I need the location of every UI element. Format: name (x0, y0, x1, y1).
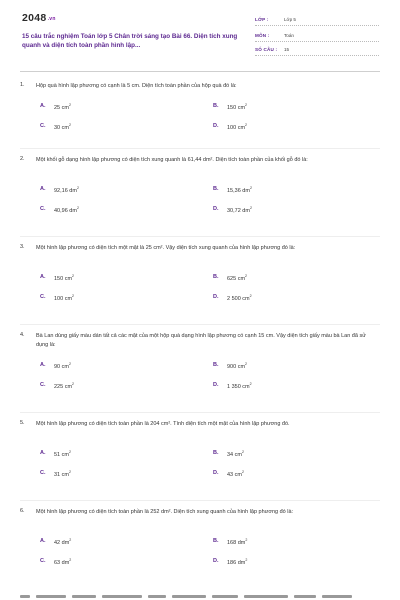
option-value (227, 186, 252, 194)
answer-option[interactable] (40, 274, 190, 283)
option-letter: C. (40, 206, 46, 212)
answer-option[interactable] (40, 450, 190, 459)
option-value (227, 274, 247, 282)
option-value (227, 558, 247, 566)
option-value-exponent: 2 (245, 274, 248, 278)
option-value-text: 168 dm (227, 540, 246, 546)
option-value-exponent: 2 (69, 538, 72, 542)
option-value-text: 25 cm (54, 105, 69, 111)
option-value-exponent: 2 (241, 470, 244, 474)
question-item (20, 420, 380, 490)
answer-option[interactable] (40, 558, 190, 567)
option-letter: C. (40, 558, 46, 564)
option-letter: A. (40, 103, 46, 109)
option-value (227, 103, 247, 111)
option-value-text: 900 cm (227, 364, 246, 370)
answer-option[interactable] (40, 362, 190, 371)
option-value (54, 274, 74, 282)
option-letter: B. (213, 186, 219, 192)
meta-class (255, 15, 379, 26)
option-letter: B. (213, 450, 219, 456)
option-value (54, 206, 79, 214)
option-value-exponent: 2 (241, 450, 244, 454)
option-value-text: 150 cm (227, 105, 246, 111)
option-value-exponent: 2 (68, 123, 71, 127)
answer-option[interactable] (40, 294, 190, 303)
question-stem: Bà Lan dùng giấy màu dán tất cả các mặt của một hộp quà dạng hình lập phương có cạnh 15 cm. Vậy diện tích giấy màu bà Lan đã sử dụng là: (36, 333, 366, 348)
answer-option[interactable] (213, 450, 363, 459)
option-value-exponent: 2 (249, 186, 252, 190)
answer-option[interactable] (213, 206, 363, 215)
option-value-exponent: 2 (68, 470, 71, 474)
option-value (227, 382, 252, 390)
question-divider (20, 412, 380, 413)
option-value (54, 538, 71, 546)
option-letter: B. (213, 274, 219, 280)
question-item (20, 332, 380, 402)
option-value-text: 625 cm (227, 276, 246, 282)
question-item (20, 82, 380, 152)
option-letter: A. (40, 274, 46, 280)
answer-option[interactable] (40, 538, 190, 547)
answer-option[interactable] (213, 538, 363, 547)
worksheet-header (0, 0, 400, 66)
option-letter: A. (40, 186, 46, 192)
question-number: 4. (20, 332, 25, 338)
option-value-text: 90 cm (54, 364, 69, 370)
question-item (20, 508, 380, 578)
option-value-text: 15,36 dm (227, 188, 250, 194)
meta-subject-label: MÔN : (255, 33, 270, 38)
option-value-exponent: 2 (245, 103, 248, 107)
option-value (54, 103, 71, 111)
option-letter: D. (213, 558, 219, 564)
option-value-text: 150 cm (54, 276, 73, 282)
question-divider (20, 500, 380, 501)
brand-tld: .vn (47, 16, 56, 22)
answer-option[interactable] (40, 382, 190, 391)
question-stem: Một hình lập phương có diện tích toàn phần là 204 cm². Tính diện tích một mặt của hình lập phương đó. (36, 421, 290, 427)
option-letter: D. (213, 123, 219, 129)
answer-option[interactable] (213, 123, 363, 132)
answer-option[interactable] (213, 362, 363, 371)
option-value-text: 30,72 dm (227, 208, 250, 214)
option-letter: A. (40, 450, 46, 456)
option-letter: D. (213, 294, 219, 300)
answer-option[interactable] (213, 103, 363, 112)
option-value-text: 1 350 cm (227, 384, 250, 390)
worksheet-title: 15 câu trắc nghiệm Toán lớp 5 Chân trời sáng tạo Bài 66. Diện tích xung quanh và diện tích toàn phần hình lập... (22, 33, 238, 49)
answer-option[interactable] (40, 186, 190, 195)
option-value (227, 538, 247, 546)
question-item (20, 244, 380, 314)
meta-subject-value: Toán (284, 33, 294, 38)
option-value-text: 34 cm (227, 452, 242, 458)
question-divider (20, 148, 380, 149)
option-letter: C. (40, 470, 46, 476)
option-value (227, 470, 244, 478)
meta-class-label: LỚP : (255, 17, 269, 22)
question-number: 5. (20, 420, 25, 426)
option-value (227, 123, 247, 131)
option-letter: B. (213, 103, 219, 109)
option-value-text: 63 dm (54, 560, 70, 566)
answer-option[interactable] (40, 123, 190, 132)
option-value-exponent: 2 (72, 274, 75, 278)
option-value-exponent: 2 (72, 382, 75, 386)
answer-option[interactable] (213, 558, 363, 567)
question-stem: Một khối gỗ dạng hình lập phương có diện tích xung quanh là 61,44 dm². Diện tích toàn phần của khối gỗ đó là: (36, 157, 308, 163)
option-value (227, 450, 244, 458)
option-letter: A. (40, 362, 46, 368)
option-value (54, 123, 71, 131)
option-value-text: 51 cm (54, 452, 69, 458)
next-question-cutoff (20, 595, 380, 600)
option-value-exponent: 2 (245, 538, 248, 542)
header-divider (20, 71, 380, 72)
option-letter: D. (213, 206, 219, 212)
question-number: 6. (20, 508, 25, 514)
option-value (54, 294, 74, 302)
option-value-text: 186 dm (227, 560, 246, 566)
option-value-text: 100 cm (54, 296, 73, 302)
question-number: 2. (20, 156, 25, 162)
meta-count-value: 15 (284, 47, 290, 52)
brand-logo[interactable] (22, 12, 56, 24)
option-value (54, 186, 79, 194)
option-value-exponent: 2 (68, 103, 71, 107)
question-stem: Một hình lập phương có diện tích một mặt là 25 cm². Vậy diện tích xung quanh của hình lập phương đó là: (36, 245, 296, 251)
brand-name: 2048 (22, 12, 47, 24)
question-number: 3. (20, 244, 25, 250)
option-value-exponent: 2 (249, 382, 252, 386)
question-stem: Hộp quà hình lập phương có cạnh là 5 cm. Diện tích toàn phần của hộp quà đó là: (36, 83, 237, 89)
question-divider (20, 324, 380, 325)
option-value (54, 470, 71, 478)
option-value-exponent: 2 (249, 294, 252, 298)
option-value-exponent: 2 (249, 206, 252, 210)
option-value-exponent: 2 (69, 558, 72, 562)
answer-option[interactable] (213, 186, 363, 195)
option-value-text: 43 cm (227, 472, 242, 478)
question-item (20, 156, 380, 226)
option-letter: C. (40, 294, 46, 300)
meta-question-count (255, 45, 379, 56)
option-value-exponent: 2 (68, 362, 71, 366)
option-value (227, 206, 252, 214)
answer-option[interactable] (213, 294, 363, 303)
meta-subject (255, 31, 379, 42)
question-divider (20, 236, 380, 237)
option-value-text: 92,16 dm (54, 188, 77, 194)
option-value-text: 40,96 dm (54, 208, 77, 214)
option-value-text: 225 cm (54, 384, 73, 390)
question-stem: Một hình lập phương có diện tích toàn phần là 252 dm². Diện tích xung quanh của hình lập phương đó là: (36, 509, 294, 515)
answer-option[interactable] (40, 470, 190, 479)
option-value-exponent: 2 (245, 362, 248, 366)
option-value-text: 2 500 cm (227, 296, 250, 302)
option-value-text: 100 cm (227, 125, 246, 131)
question-number: 1. (20, 82, 25, 88)
option-letter: A. (40, 538, 46, 544)
option-letter: C. (40, 382, 46, 388)
option-value-text: 31 cm (54, 472, 69, 478)
option-letter: D. (213, 382, 219, 388)
option-letter: D. (213, 470, 219, 476)
option-value-exponent: 2 (245, 558, 248, 562)
option-value-exponent: 2 (76, 206, 79, 210)
option-value (54, 558, 71, 566)
option-value-exponent: 2 (245, 123, 248, 127)
answer-option[interactable] (213, 470, 363, 479)
meta-class-value: Lớp 5 (284, 17, 296, 22)
answer-option[interactable] (213, 274, 363, 283)
option-value-exponent: 2 (68, 450, 71, 454)
option-value-text: 30 cm (54, 125, 69, 131)
option-value (227, 362, 247, 370)
option-letter: C. (40, 123, 46, 129)
option-value (227, 294, 252, 302)
meta-count-label: SỐ CÂU : (255, 47, 278, 52)
answer-option[interactable] (40, 206, 190, 215)
option-letter: B. (213, 538, 219, 544)
option-value-exponent: 2 (72, 294, 75, 298)
option-value-exponent: 2 (76, 186, 79, 190)
option-value (54, 362, 71, 370)
answer-option[interactable] (213, 382, 363, 391)
option-value-text: 42 dm (54, 540, 70, 546)
option-value (54, 450, 71, 458)
option-letter: B. (213, 362, 219, 368)
answer-option[interactable] (40, 103, 190, 112)
option-value (54, 382, 74, 390)
